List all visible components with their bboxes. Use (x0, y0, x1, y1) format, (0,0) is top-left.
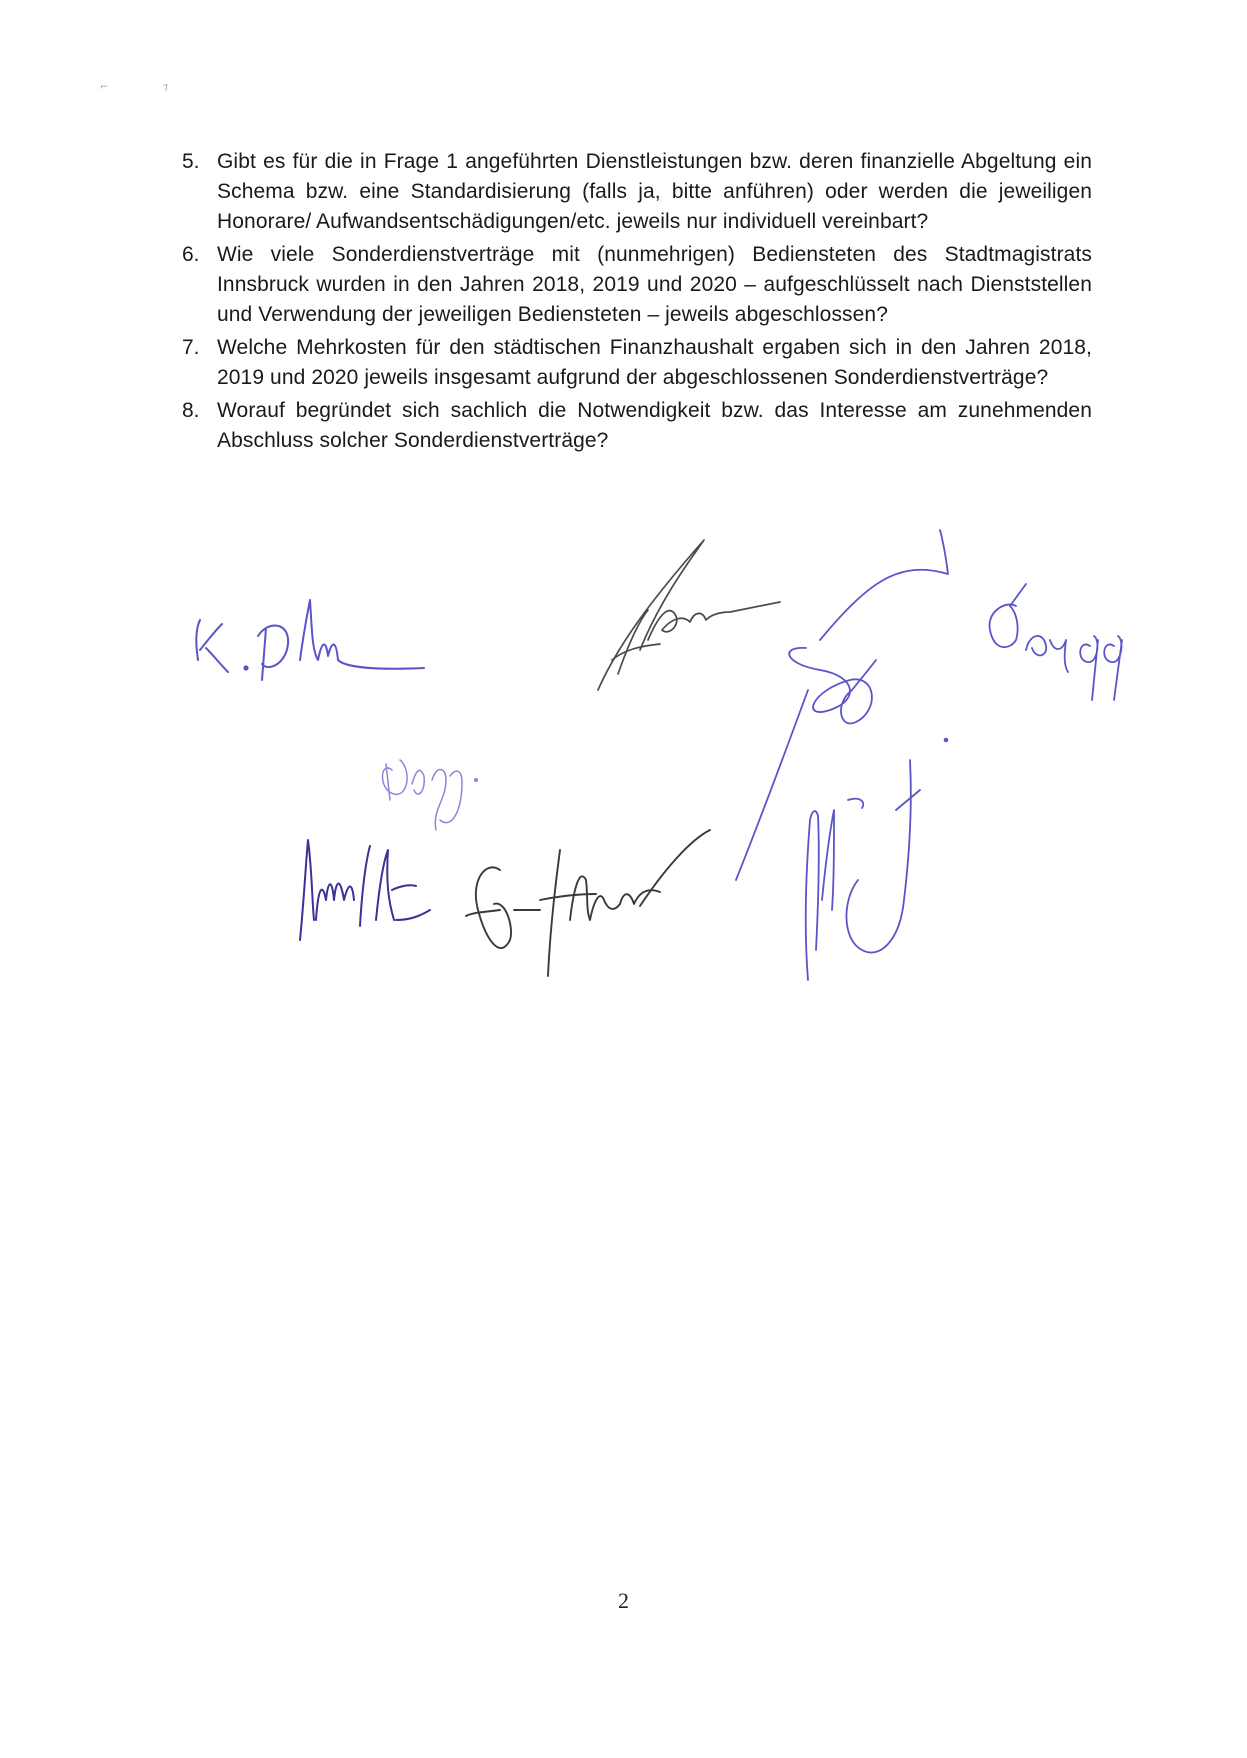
question-item (182, 333, 1092, 393)
page-number: 2 (618, 1588, 629, 1613)
question-list (182, 147, 1092, 459)
signature-6 (300, 840, 430, 940)
question-number: 5. (182, 150, 200, 173)
signature-4 (945, 584, 1122, 741)
signature-7 (466, 830, 710, 976)
question-text: Gibt es für die in Frage 1 angeführten Dienstleistungen bzw. deren finanzielle Abgeltung ein Schema bzw. eine Standardisierung (falls ja, bitte anführen) oder werden die jeweiligen Honorare/ Aufwandsentschädigungen/etc. jeweils nur individuell vereinbart? (217, 150, 1092, 233)
question-text: Worauf begründet sich sachlich die Notwendigkeit bzw. das Interesse am zunehmenden Abschluss solcher Sonderdienstverträge? (217, 399, 1092, 452)
scan-artifact: ⌐ (100, 82, 109, 93)
question-text: Wie viele Sonderdienstverträge mit (nunmehrigen) Bediensteten des Stadtmagistrats Innsbruck wurden in den Jahren 2018, 2019 und 2020 – aufgeschlüsselt nach Dienststellen und Verwendung der jeweiligen Bediensteten – jeweils abgeschlossen? (217, 243, 1092, 326)
question-item (182, 240, 1092, 330)
signature-5 (383, 760, 478, 830)
question-text: Welche Mehrkosten für den städtischen Finanzhaushalt ergaben sich in den Jahren 2018, 2019 und 2020 jeweils insgesamt aufgrund der abgeschlossenen Sonderdienstverträge? (217, 336, 1092, 389)
question-number: 8. (182, 399, 200, 422)
question-number: 7. (182, 336, 200, 359)
signature-3 (736, 530, 948, 880)
signature-2 (598, 540, 780, 690)
question-item (182, 396, 1092, 456)
signature-1 (196, 600, 424, 680)
signature-8 (806, 760, 920, 980)
scan-artifact: ⁊ (163, 82, 168, 93)
question-item (182, 147, 1092, 237)
question-number: 6. (182, 243, 200, 266)
signature-block (0, 500, 1247, 1000)
